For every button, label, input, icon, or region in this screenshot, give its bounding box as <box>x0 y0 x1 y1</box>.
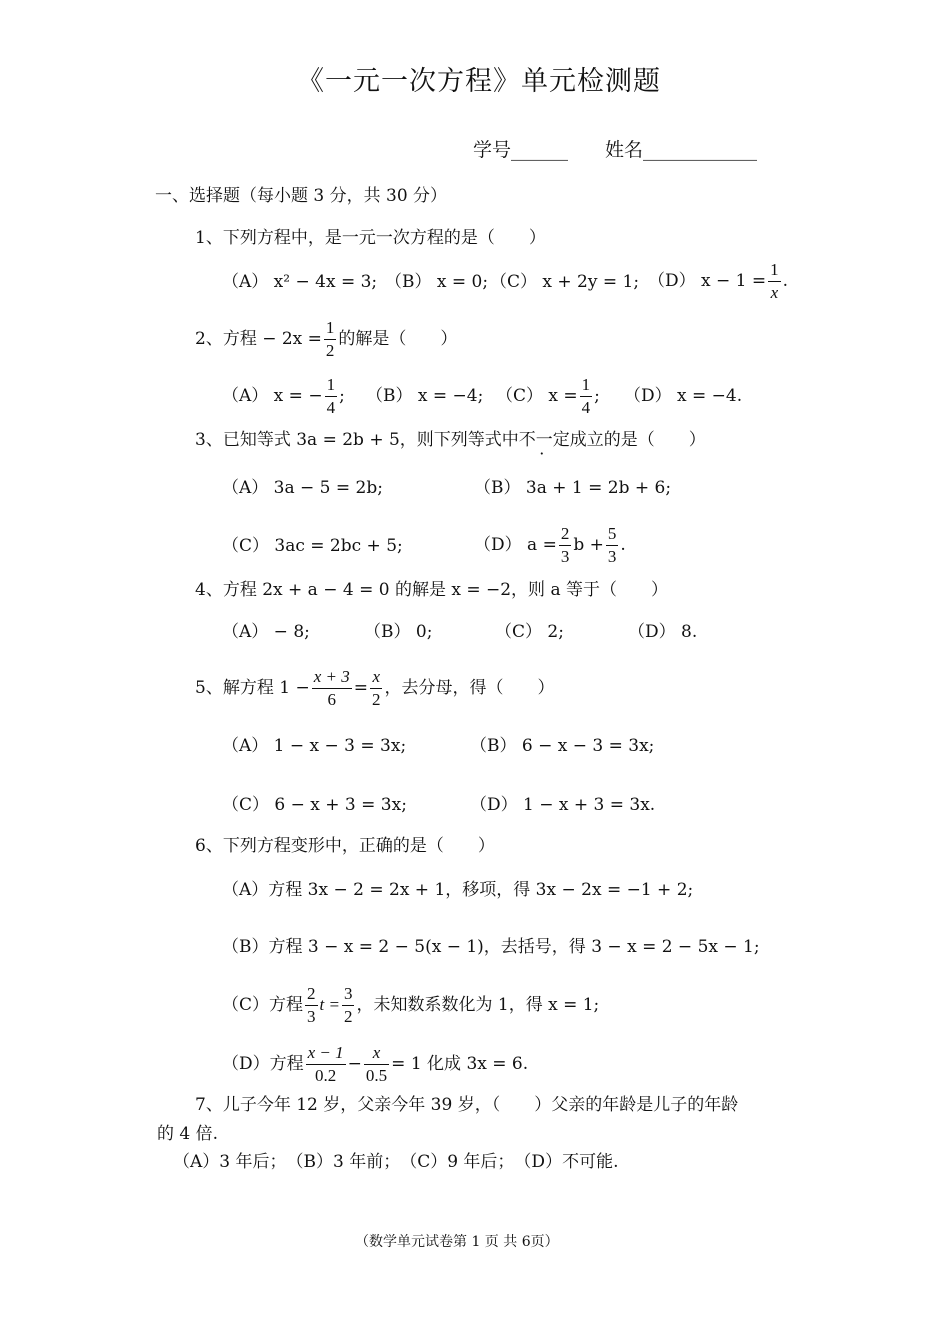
question-4-option-c: （C） 2; <box>495 622 564 642</box>
question-1-option-d: （D） x − 1 = $\frac{1}{x}$ . <box>648 260 789 302</box>
question-6-option-b: （B）方程 3 − x = 2 − 5(x − 1)，去括号，得 3 − x = 2 − 5x − 1; <box>222 937 760 957</box>
question-2-option-a: （A） x = − $\frac{1}{4}$ ; <box>222 375 345 417</box>
question-1-option-b: （B） x = 0; <box>385 272 489 292</box>
section-heading: 一、选择题（每小题 3 分，共 30 分） <box>155 186 448 206</box>
emphasis-text: 不一定 <box>518 430 570 450</box>
page-title: 《一元一次方程》单元检测题 <box>297 66 661 97</box>
question-1-option-a: （A） x² − 4x = 3; <box>222 272 378 292</box>
question-3-option-d: （D） a = $\frac{2}{3}$ b + $\frac{5}{3}$ . <box>474 524 626 566</box>
question-2-option-b: （B） x = −4; <box>366 386 484 406</box>
question-4-stem: 4、方程 2x + a − 4 = 0 的解是 x = −2，则 a 等于（ ） <box>195 580 668 600</box>
question-4-option-a: （A） − 8; <box>222 622 310 642</box>
question-7-stem-line2: 的 4 倍. <box>157 1124 219 1144</box>
question-7-stem-line1: 7、儿子今年 12 岁，父亲今年 39 岁，（ ）父亲的年龄是儿子的年龄 <box>195 1095 739 1115</box>
question-3-option-c: （C） 3ac = 2bc + 5; <box>222 536 403 556</box>
question-2-option-c: （C） x = $\frac{1}{4}$ ; <box>496 375 600 417</box>
question-5-stem: 5、解方程 1 − $\frac{x + 3}{6}$ = $\frac{x}{2}$ ，去分母，得（ ） <box>195 667 555 709</box>
question-6-option-d: （D）方程 $\frac{x - 1}{0.2}$ − $\frac{x}{0.5}$ = 1 化成 3x = 6. <box>222 1043 529 1085</box>
page-footer: （数学单元试卷第 1 页 共 6页） <box>355 1234 559 1250</box>
question-2-stem: 2、方程 − 2x = $\frac{1}{2}$ 的解是（ ） <box>195 318 458 360</box>
question-5-option-b: （B） 6 − x − 3 = 3x; <box>470 736 655 756</box>
question-1-stem: 1、下列方程中，是一元一次方程的是（ ） <box>195 228 546 248</box>
question-4-option-d: （D） 8. <box>628 622 698 642</box>
student-number-field: 学号______ <box>473 139 569 161</box>
question-3-option-a: （A） 3a − 5 = 2b; <box>222 478 383 498</box>
question-2-option-d: （D） x = −4. <box>624 386 743 406</box>
question-7-options: （A）3 年后； （B）3 年前； （C）9 年后； （D）不可能. <box>173 1152 619 1172</box>
question-6-option-a: （A）方程 3x − 2 = 2x + 1，移项，得 3x − 2x = −1 + 2; <box>222 880 694 900</box>
question-5-option-c: （C） 6 − x + 3 = 3x; <box>222 795 407 815</box>
question-6-option-c: （C）方程 $\frac{2}{3}$ t = $\frac{3}{2}$ ，未知数系数化为 1，得 x = 1; <box>222 984 600 1026</box>
question-1-option-c: （C） x + 2y = 1; <box>490 272 640 292</box>
question-3-option-b: （B） 3a + 1 = 2b + 6; <box>474 478 672 498</box>
question-5-option-a: （A） 1 − x − 3 = 3x; <box>222 736 407 756</box>
question-6-stem: 6、下列方程变形中，正确的是（ ） <box>195 836 495 856</box>
student-name-field: 姓名____________ <box>605 139 758 161</box>
question-5-option-d: （D） 1 − x + 3 = 3x. <box>470 795 656 815</box>
question-4-option-b: （B） 0; <box>364 622 433 642</box>
question-3-stem: 3、已知等式 3a = 2b + 5，则下列等式中不一定成立的是（ ） <box>195 430 706 450</box>
